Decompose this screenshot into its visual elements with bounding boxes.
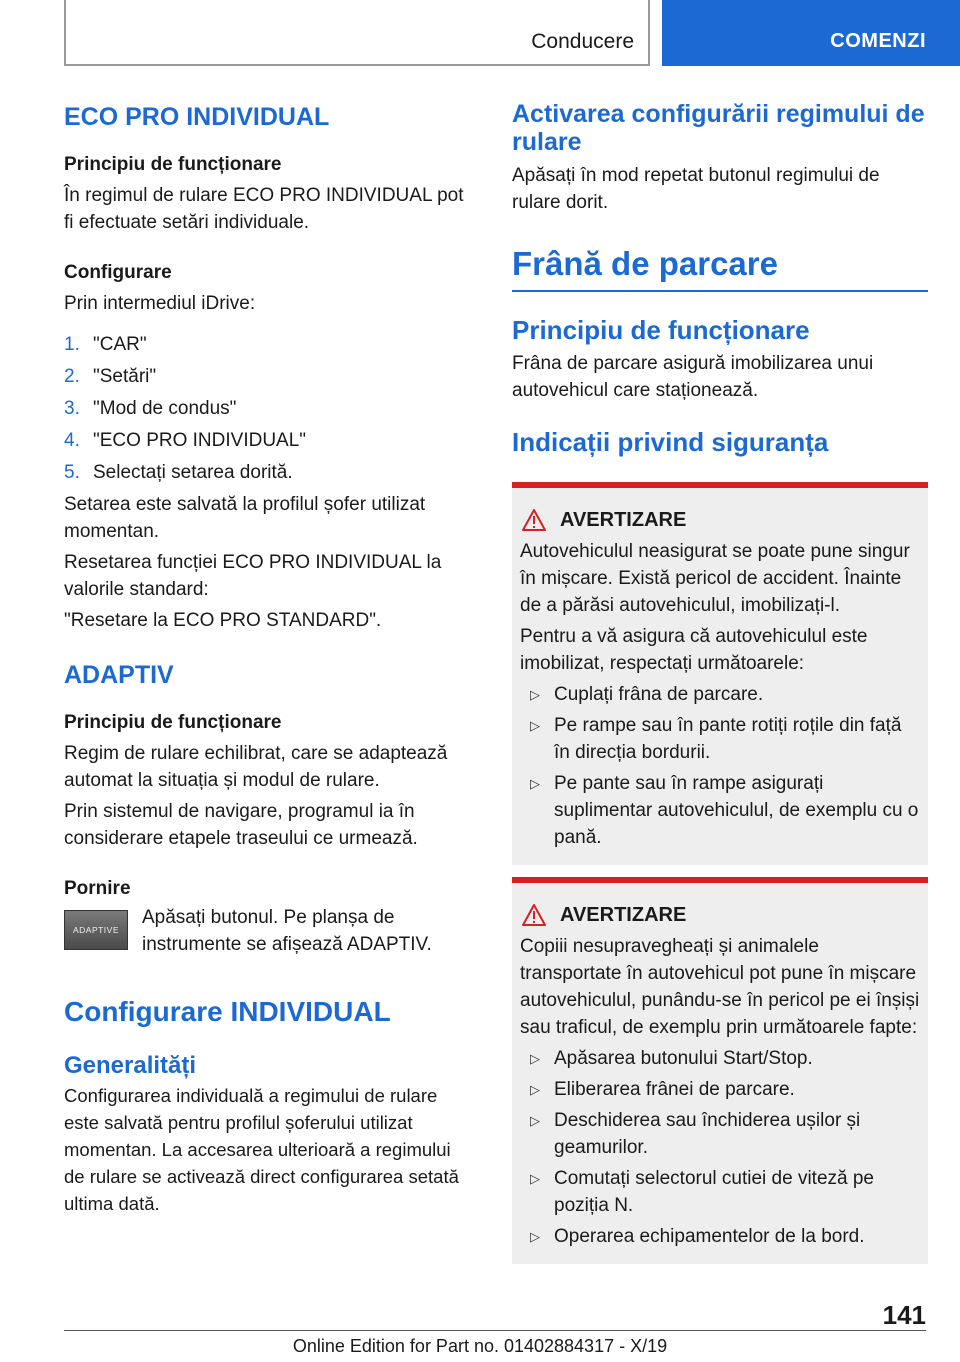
saved-profile-text: Setarea este salvată la profilul șofer utilizat momentan. [64, 494, 426, 542]
parking-brake-heading: Frână de parcare [512, 245, 778, 282]
bullet-triangle-icon: ▷ [530, 687, 540, 702]
warning-triangle-icon [522, 904, 546, 926]
list-item: 3. "Mod de condus" [64, 398, 237, 419]
configuration-intro: Prin intermediul iDrive: [64, 293, 256, 314]
header-chapter-tab[interactable] [662, 0, 960, 66]
list-item: ▷ Cuplați frâna de parcare. [520, 681, 922, 708]
idrive-steps-list [64, 329, 476, 489]
adaptiv-start-block [64, 904, 476, 958]
bullet-triangle-icon: ▷ [530, 1229, 540, 1244]
eco-principle-heading: Principiu de funcționare [64, 154, 282, 175]
list-item: 2. "Setări" [64, 366, 157, 387]
adaptiv-navigation-text: Prin sistemul de navigare, programul ia în considerare etapele traseului ce urmează. [64, 801, 418, 849]
warning-label: AVERTIZARE [560, 904, 687, 926]
bullet-triangle-icon: ▷ [530, 1171, 540, 1186]
list-item: ▷ Eliberarea frânei de parcare. [520, 1076, 922, 1103]
adaptiv-heading: ADAPTIV [64, 661, 174, 689]
list-item: ▷ Pe rampe sau în pante rotiți roțile din față în direcția bordurii. [520, 712, 922, 766]
list-item: ▷ Deschiderea sau închiderea ușilor și geamurilor. [520, 1107, 922, 1161]
brake-principle-text: Frâna de parcare asigură imobilizarea unui autovehicul care staționează. [512, 353, 874, 401]
warning-box-unsecured-vehicle [512, 482, 928, 865]
parking-brake-title-block [512, 244, 928, 292]
start-heading: Pornire [64, 878, 131, 899]
brake-principle-heading: Principiu de funcționare [512, 315, 810, 345]
bullet-triangle-icon: ▷ [530, 1051, 540, 1066]
header-section-label: Conducere [531, 30, 634, 53]
left-column [64, 100, 476, 1217]
footer-edition-text: Online Edition for Part no. 01402884317 - X/19 [292, 1336, 668, 1356]
bullet-triangle-icon: ▷ [530, 1082, 540, 1097]
adaptiv-principle-heading: Principiu de funcționare [64, 712, 282, 733]
activation-heading: Activarea configurării regimului de rulare [512, 100, 925, 156]
adaptive-button-image: ADAPTIVE [64, 910, 128, 950]
general-text: Configurarea individuală a regimului de rulare este salvată pentru profilul șoferului utilizat momentan. La accesarea ulterioară a regimului de rulare se activează direct configurarea setată ultima dată. [64, 1085, 459, 1214]
list-item: ▷ Apăsarea butonului Start/Stop. [520, 1045, 922, 1072]
warning-text: Copiii nesupravegheați și animalele transportate în autovehicul pot pune în mișcare autovehiculul, punându-se în pericol pe ei înșiși sau traficul, de exemplu prin următoarele fapte: [520, 936, 920, 1038]
header-section-frame [64, 0, 650, 66]
reset-value: "Resetare la ECO PRO STANDARD". [64, 610, 382, 631]
safety-heading: Indicații privind siguranța [512, 427, 829, 457]
warning-text: Pentru a vă asigura că autovehiculul este imobilizat, respectați următoarele: [520, 626, 868, 674]
warning-label: AVERTIZARE [560, 509, 687, 531]
eco-pro-individual-heading: ECO PRO INDIVIDUAL [64, 103, 330, 131]
list-item: 1. "CAR" [64, 334, 147, 355]
list-item: 5. Selectați setarea dorită. [64, 462, 293, 483]
header-chapter-label: COMENZI [830, 30, 926, 52]
warning-text: Autovehiculul neasigurat se poate pune singur în mișcare. Există pericol de accident. Înainte de a părăsi autovehiculul, imobilizați-l. [520, 541, 910, 616]
reset-text: Resetarea funcției ECO PRO INDIVIDUAL la valorile standard: [64, 552, 442, 600]
adaptiv-principle-text: Regim de rulare echilibrat, care se adaptează automat la situația și modul de rulare. [64, 743, 448, 791]
start-text: Apăsați butonul. Pe planșa de instrumente se afișează ADAPTIV. [142, 907, 432, 955]
footer-divider [64, 1330, 926, 1331]
warning-title [522, 508, 922, 532]
activation-text: Apăsați în mod repetat butonul regimului de rulare dorit. [512, 165, 880, 213]
list-item: ▷ Operarea echipamentelor de la bord. [520, 1223, 922, 1250]
list-item: ▷ Comutați selectorul cutiei de viteză pe poziția N. [520, 1165, 922, 1219]
bullet-triangle-icon: ▷ [530, 718, 540, 733]
right-column [512, 100, 928, 1264]
list-item: 4. "ECO PRO INDIVIDUAL" [64, 430, 307, 451]
warning-title [522, 903, 922, 927]
individual-config-heading: Configurare INDIVIDUAL [64, 996, 391, 1027]
warning-box-children-animals [512, 877, 928, 1264]
eco-principle-text: În regimul de rulare ECO PRO INDIVIDUAL pot fi efectuate setări individuale. [64, 185, 464, 233]
configuration-heading: Configurare [64, 262, 172, 283]
list-item: ▷ Pe pante sau în rampe asigurați suplimentar autovehiculul, de exemplu cu o pană. [520, 770, 922, 851]
bullet-triangle-icon: ▷ [530, 776, 540, 791]
warning-bullet-list [520, 681, 922, 851]
warning-bullet-list [520, 1045, 922, 1250]
warning-triangle-icon [522, 509, 546, 531]
page-number: 141 [882, 1300, 926, 1330]
bullet-triangle-icon: ▷ [530, 1113, 540, 1128]
general-heading: Generalități [64, 1052, 197, 1079]
